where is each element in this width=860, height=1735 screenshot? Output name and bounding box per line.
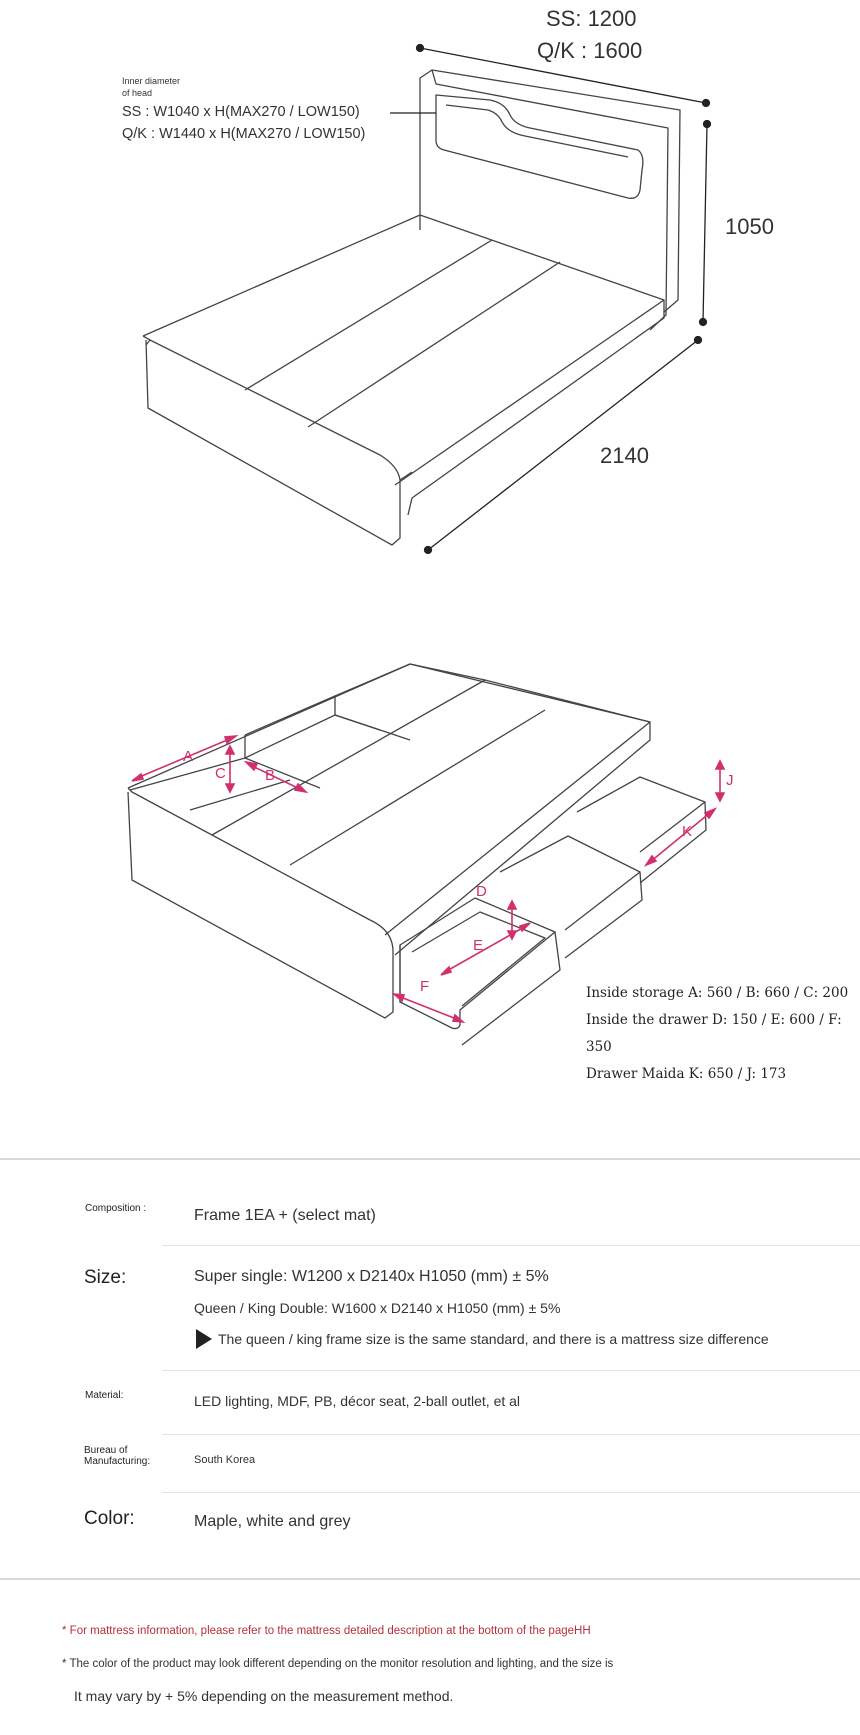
label-k: K [682,823,693,840]
color-value: Maple, white and grey [194,1513,351,1530]
composition-value: Frame 1EA + (select mat) [194,1207,376,1224]
qk-width-label: Q/K : 1600 [537,38,643,63]
label-f: F [420,978,430,995]
row-divider [162,1370,860,1371]
length-label: 2140 [600,443,649,468]
row-divider [162,1245,860,1246]
material-value: LED lighting, MDF, PB, décor seat, 2-ball outlet, et al [194,1393,521,1409]
legend-drawer-maida: Drawer Maida K: 650 / J: 173 [586,1066,787,1082]
material-label: Material: [85,1390,124,1401]
label-b: B [265,767,276,784]
storage-legend [586,980,860,1088]
size-queen-king: Queen / King Double: W1600 x D2140 x H1050 (mm) ± 5% [194,1300,561,1316]
inner-diameter-label: Inner diameter of head [122,76,181,98]
inner-ss-dimension: SS : W1040 x H(MAX270 / LOW150) [122,104,360,120]
row-divider [162,1434,860,1435]
label-a: A [183,748,194,765]
mattress-note: * For mattress information, please refer to the mattress detailed description at the bottom of the pageHH [62,1625,591,1637]
row-divider [162,1492,860,1493]
height-label: 1050 [725,214,774,239]
play-arrow-icon [196,1329,212,1349]
spec-bottom-divider [0,1578,860,1580]
label-d: D [476,883,487,900]
color-disclaimer: * The color of the product may look different depending on the monitor resolution and lighting, and the size is [62,1658,614,1670]
composition-label: Composition : [85,1203,147,1214]
size-note: The queen / king frame size is the same standard, and there is a mattress size difference [218,1331,769,1347]
spec-top-divider [0,1158,860,1160]
bureau-label: Bureau of Manufacturing: [84,1445,151,1467]
size-super-single: Super single: W1200 x D2140x H1050 (mm) ± 5% [194,1268,549,1285]
legend-inside-drawer: Inside the drawer D: 150 / E: 600 / F: 350 [586,1012,842,1055]
size-note-row [196,1329,769,1349]
bureau-value: South Korea [194,1454,256,1466]
label-e: E [473,937,484,954]
measurement-disclaimer: It may vary by + 5% depending on the measurement method. [74,1688,454,1704]
label-c: C [215,765,226,782]
color-label: Color: [84,1508,135,1529]
ss-width-label: SS: 1200 [546,6,637,31]
label-j: J [726,772,734,789]
legend-inside-storage: Inside storage A: 560 / B: 660 / C: 200 [586,985,849,1001]
size-label: Size: [84,1267,127,1288]
inner-qk-dimension: Q/K : W1440 x H(MAX270 / LOW150) [122,126,366,142]
